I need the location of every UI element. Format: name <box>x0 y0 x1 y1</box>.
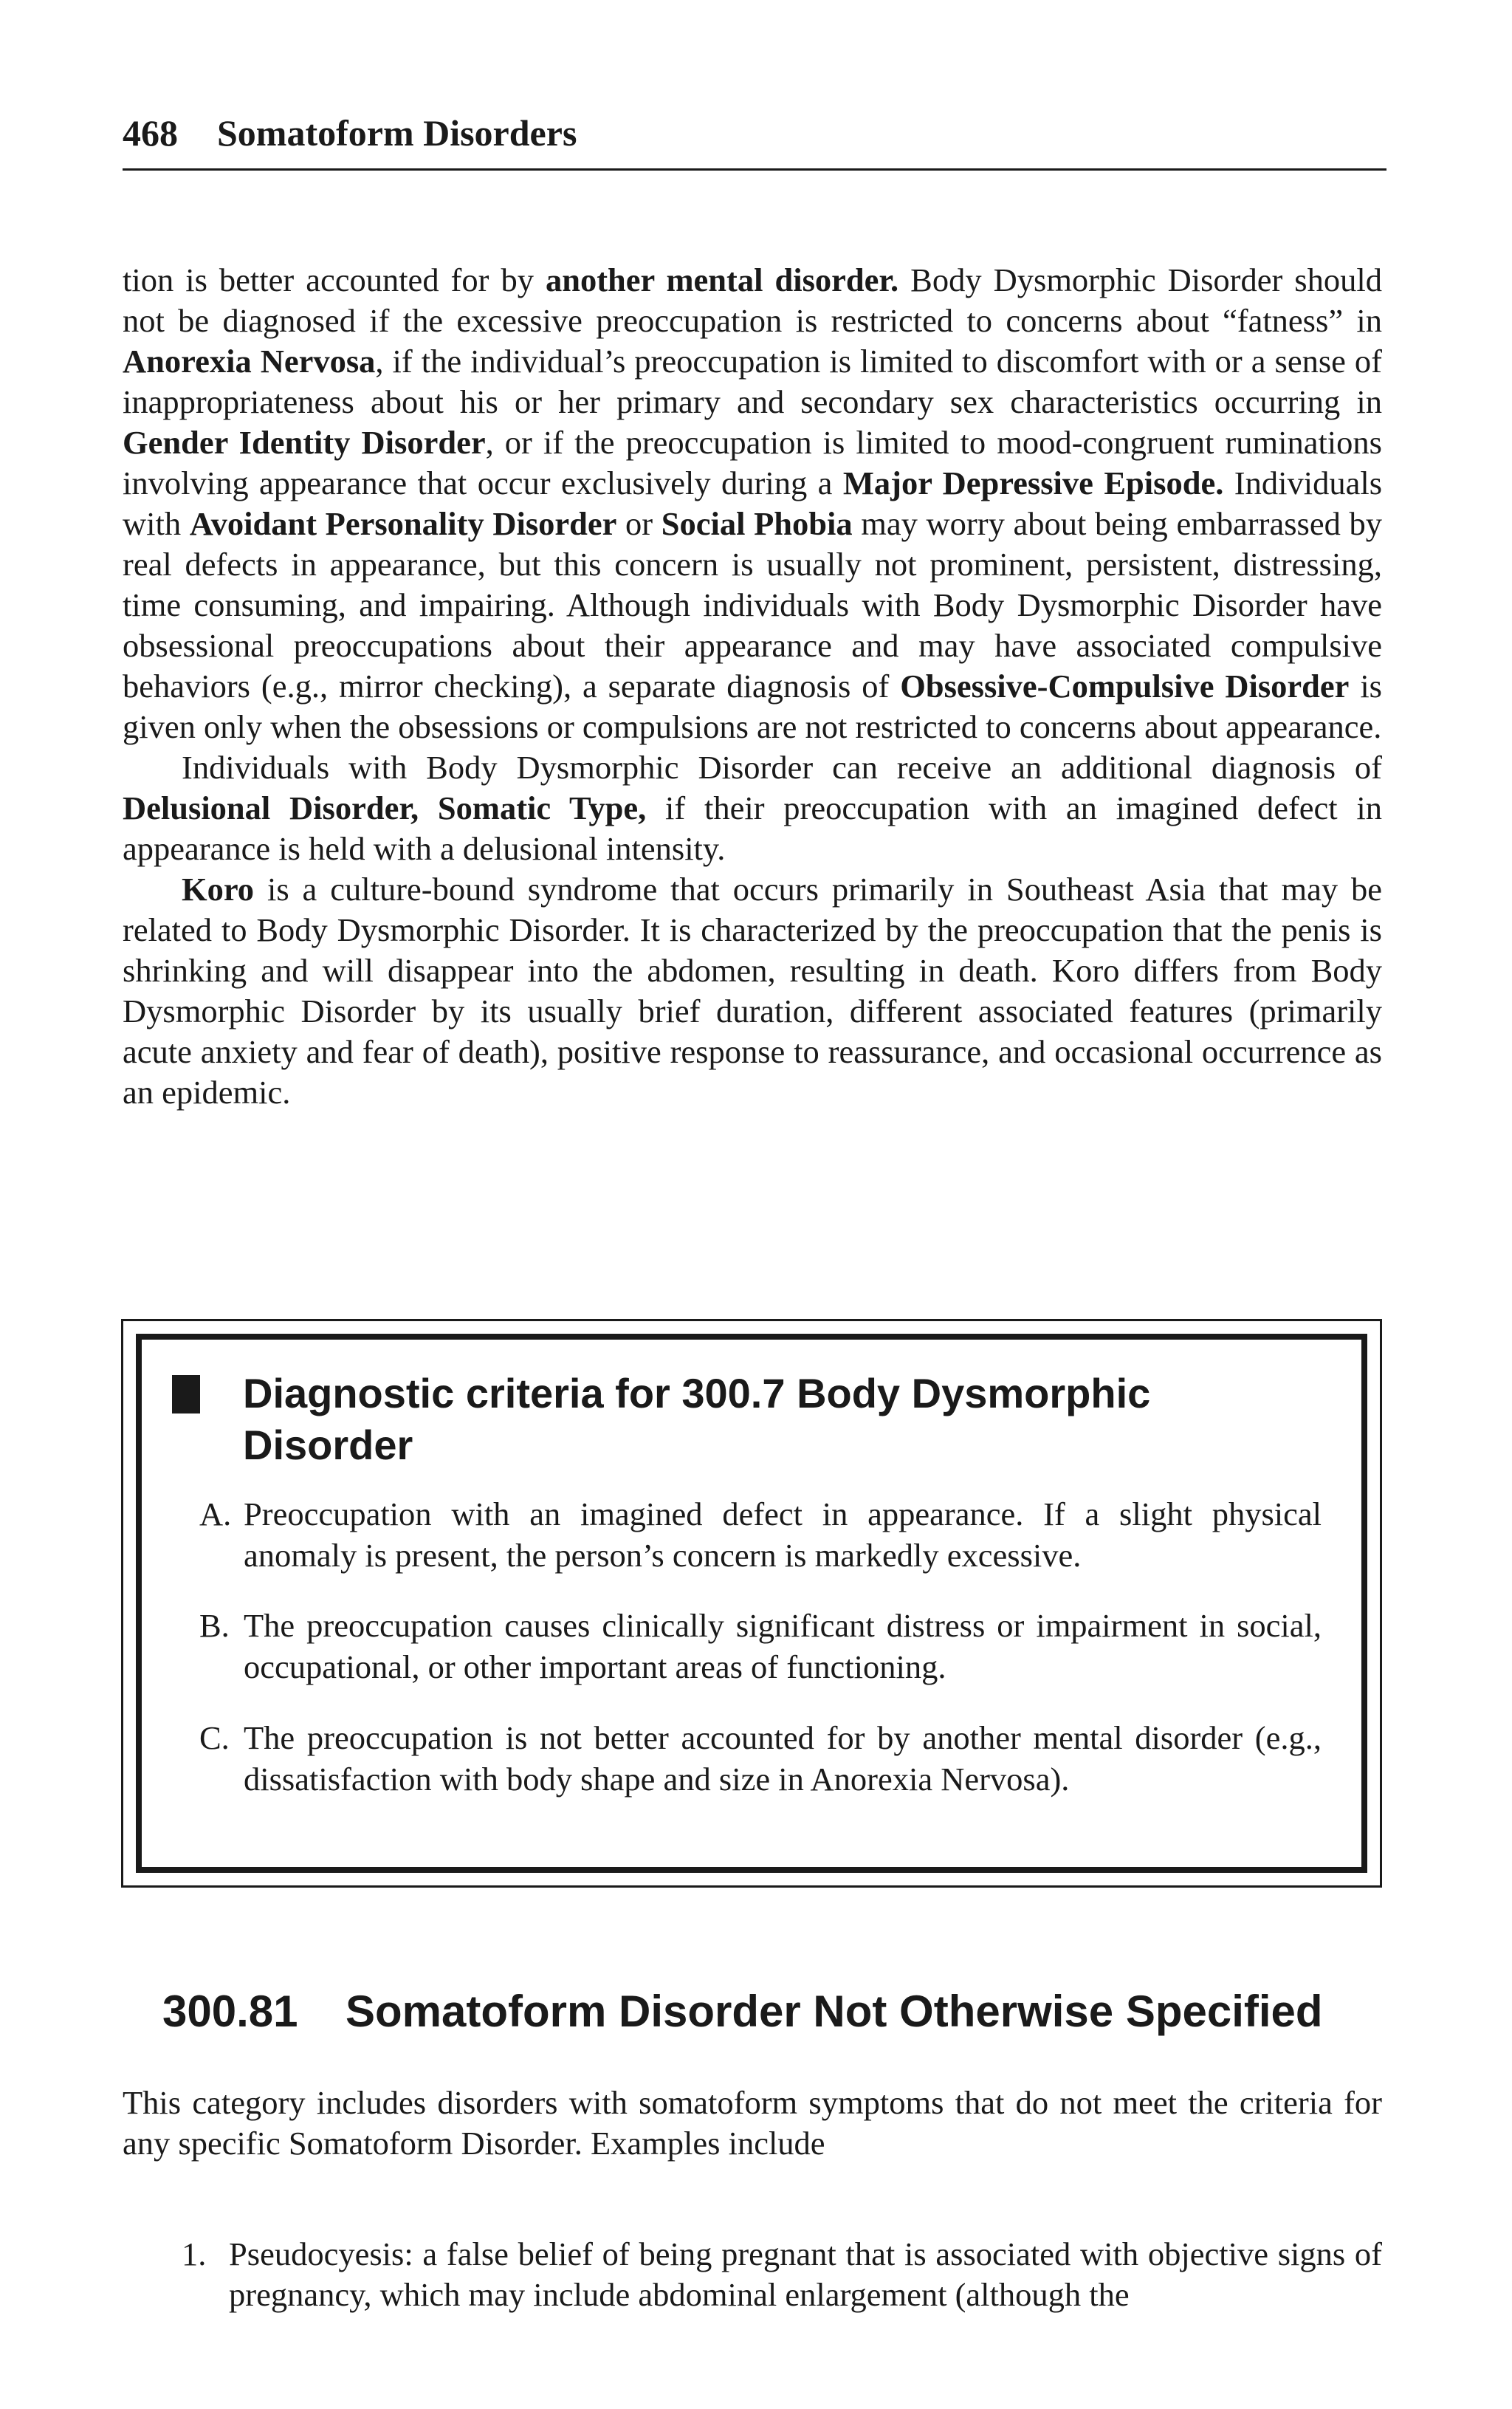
section-code: 300.81 <box>162 1987 298 2036</box>
section-intro-text: This category includes disorders with somatoform symptoms that do not meet the criteria for any specific Somatoform Disorder. Examples include <box>123 2084 1382 2162</box>
bold-term: Anorexia Nervosa <box>123 343 376 380</box>
section-title: Somatoform Disorder Not Otherwise Specified <box>346 1987 1323 2036</box>
paragraph-koro: Koro is a culture-bound syndrome that occurs primarily in Southeast Asia that may be related to Body Dysmorphic Disorder. It is characterized by the preoccupation that the penis is shrinking and will disappear into the abdomen, resulting in death. Koro differs from Body Dysmorphic Disorder by its usually brief duration, different associated features (primarily acute anxiety and fear of death), positive response to reassurance, and occasional occurrence as an epidemic. <box>123 871 1382 1111</box>
bold-term: Avoidant Personality Disorder <box>189 505 617 542</box>
bold-term: Koro <box>182 871 255 908</box>
criterion-text: Preoccupation with an imagined defect in appearance. If a slight physical anomaly is present, the person’s concern is markedly excessive. <box>244 1495 1322 1574</box>
running-header <box>123 111 1385 155</box>
paragraph-differential-diagnosis: tion is better accounted for by another mental disorder. Body Dysmorphic Disorder should not be diagnosed if the excessive preoccupation is restricted to concerns about “fatness” in Anorexia Nervosa, if the individual’s preoccupation is limited to discomfort with or a sense of inappropriateness about his or her primary and secondary sex characteristics occurring in Gender Identity Disorder, or if the preoccupation is limited to mood-congruent ruminations involving appearance that occur exclusively during a Major Depressive Episode. Individuals with Avoidant Personality Disorder or Social Phobia may worry about being embarrassed by real defects in appearance, but this concern is usually not prominent, persistent, distressing, time consuming, and impairing. Although individuals with Body Dysmorphic Disorder have obsessional preoccupations about their appearance and may have associated compulsive behaviors (e.g., mirror checking), a separate diagnosis of Obsessive-Compulsive Disorder is given only when the obsessions or compulsions are not restricted to concerns about appearance. <box>123 261 1383 745</box>
criterion-b <box>199 1605 1322 1687</box>
square-bullet-icon <box>172 1375 200 1413</box>
criterion-text: The preoccupation causes clinically significant distress or impairment in social, occupational, or other important areas of functioning. <box>244 1607 1322 1685</box>
list-item-number: 1. <box>182 2235 207 2272</box>
criterion-label: A. <box>199 1495 232 1532</box>
body-text-block <box>123 260 1382 1113</box>
criterion-a <box>199 1493 1322 1576</box>
section-heading <box>162 1985 1418 2038</box>
bold-term: Major Depressive Episode. <box>842 465 1224 501</box>
bold-term: Obsessive-Compulsive Disorder <box>900 668 1350 705</box>
list-item <box>182 2234 1382 2315</box>
header-rule <box>123 168 1386 171</box>
criterion-text: The preoccupation is not better accounted for by another mental disorder (e.g., dissatisfaction with body shape and size in Anorexia Nervosa). <box>244 1719 1322 1798</box>
criteria-title-text: Diagnostic criteria for 300.7 Body Dysmorphic Disorder <box>243 1370 1151 1468</box>
bold-term: another mental disorder. <box>545 261 899 298</box>
running-title: Somatoform Disorders <box>217 112 577 154</box>
paragraph-delusional-disorder: Individuals with Body Dysmorphic Disorder can receive an additional diagnosis of Delusional Disorder, Somatic Type, if their preoccupation with an imagined defect in appearance is held with a delusional intensity. <box>123 749 1382 867</box>
criterion-label: C. <box>199 1719 230 1756</box>
page-number: 468 <box>123 112 178 154</box>
bold-term: Social Phobia <box>661 505 853 542</box>
criterion-c <box>199 1717 1322 1800</box>
bold-term: Delusional Disorder, Somatic Type, <box>123 789 647 826</box>
criterion-label: B. <box>199 1607 230 1644</box>
list-item-text: Pseudocyesis: a false belief of being pregnant that is associated with objective signs of pregnancy, which may include abdominal enlargement (although the <box>229 2235 1382 2313</box>
bold-term: Gender Identity Disorder <box>123 424 486 461</box>
section-intro <box>123 2083 1382 2164</box>
